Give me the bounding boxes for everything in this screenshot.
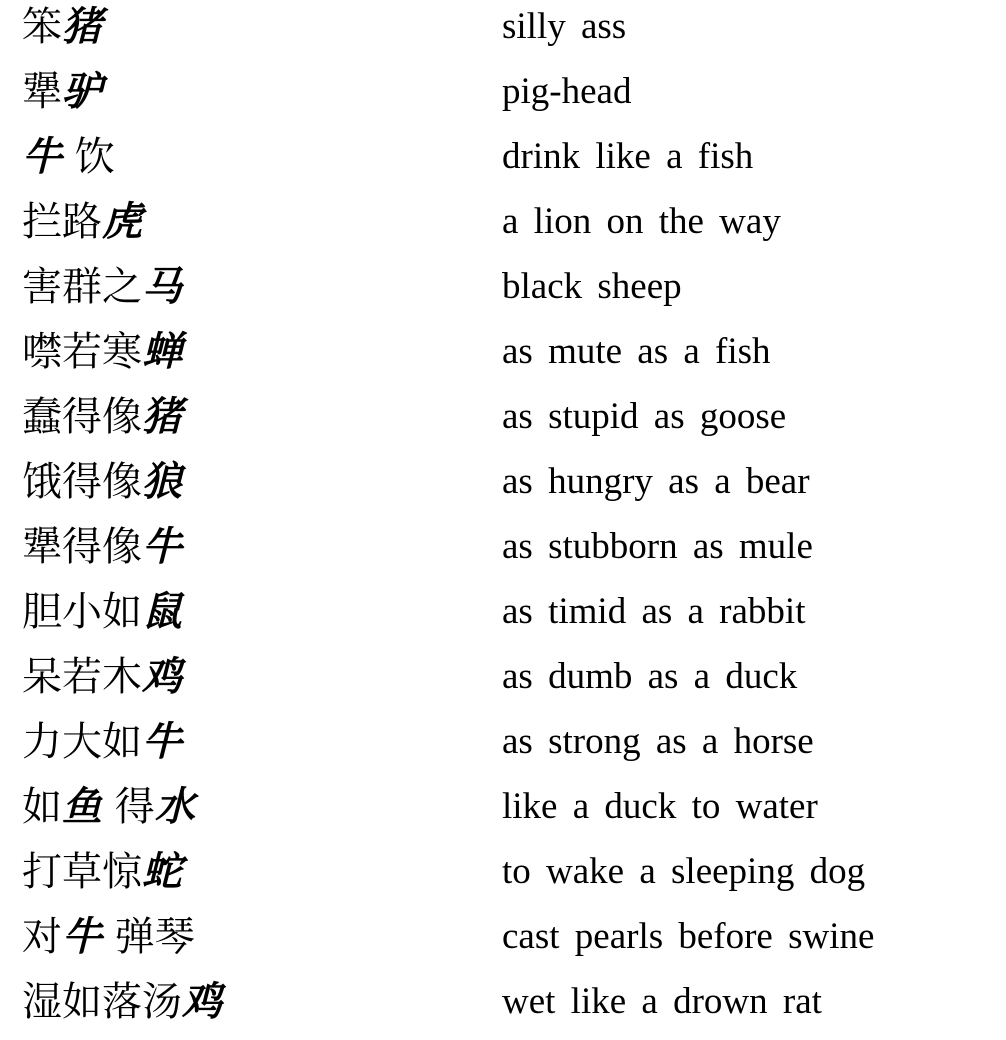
english-equivalent: wet like a drown rat xyxy=(502,981,822,1022)
english-equivalent: as stubborn as mule xyxy=(502,526,813,567)
english-equivalent: as timid as a rabbit xyxy=(502,591,806,632)
table-row xyxy=(0,585,1006,650)
english-equivalent: as strong as a horse xyxy=(502,721,814,762)
chinese-idiom xyxy=(22,522,182,572)
english-equivalent: as stupid as goose xyxy=(502,396,787,437)
idiom-text-segment: 打草惊 xyxy=(22,849,142,895)
idiom-text-segment: 笨 xyxy=(22,4,62,50)
chinese-idiom xyxy=(22,717,182,767)
table-row xyxy=(0,715,1006,780)
animal-character: 鼠 xyxy=(142,589,182,635)
english-equivalent: drink like a fish xyxy=(502,136,754,177)
chinese-idiom xyxy=(22,327,182,377)
table-row xyxy=(0,65,1006,130)
idiom-text-segment: 噤若寒 xyxy=(22,329,142,375)
chinese-idiom xyxy=(22,392,182,442)
english-equivalent: black sheep xyxy=(502,266,682,307)
idiom-text-segment: 胆小如 xyxy=(22,589,142,635)
idiom-text-segment: 害群之 xyxy=(22,264,142,310)
chinese-idiom xyxy=(22,847,182,897)
english-equivalent: as hungry as a bear xyxy=(502,461,810,502)
english-equivalent: a lion on the way xyxy=(502,201,781,242)
chinese-idiom xyxy=(22,132,115,182)
table-row xyxy=(0,845,1006,910)
animal-character: 驴 xyxy=(62,69,102,115)
animal-character: 鸡 xyxy=(142,654,182,700)
chinese-idiom xyxy=(22,197,142,247)
animal-character: 猪 xyxy=(142,394,182,440)
table-row xyxy=(0,260,1006,325)
table-row xyxy=(0,455,1006,520)
table-row xyxy=(0,390,1006,455)
idiom-text-segment: 拦路 xyxy=(22,199,102,245)
english-equivalent: to wake a sleeping dog xyxy=(502,851,866,892)
table-row xyxy=(0,975,1006,1040)
animal-character: 鸡 xyxy=(182,979,222,1025)
english-equivalent: cast pearls before swine xyxy=(502,916,875,957)
animal-character: 狼 xyxy=(142,459,182,505)
table-row xyxy=(0,910,1006,975)
table-row xyxy=(0,780,1006,845)
table-row xyxy=(0,195,1006,260)
chinese-idiom xyxy=(22,262,182,312)
animal-character: 鱼 xyxy=(62,784,102,830)
idiom-text-segment: 对 xyxy=(22,914,62,960)
animal-character: 马 xyxy=(142,264,182,310)
chinese-idiom xyxy=(22,587,182,637)
table-row xyxy=(0,0,1006,65)
chinese-idiom xyxy=(22,912,195,962)
table-row xyxy=(0,325,1006,390)
idiom-text-segment: 犟得像 xyxy=(22,524,142,570)
animal-character: 猪 xyxy=(62,4,102,50)
chinese-idiom xyxy=(22,67,102,117)
english-equivalent: as mute as a fish xyxy=(502,331,771,372)
animal-character: 牛 xyxy=(62,914,102,960)
idiom-text-segment: 湿如落汤 xyxy=(22,979,182,1025)
english-equivalent: as dumb as a duck xyxy=(502,656,798,697)
chinese-idiom xyxy=(22,2,102,52)
chinese-idiom xyxy=(22,457,182,507)
animal-character: 牛 xyxy=(142,524,182,570)
chinese-idiom xyxy=(22,977,222,1027)
idiom-text-segment: 呆若木 xyxy=(22,654,142,700)
idiom-text-segment: 弹琴 xyxy=(102,914,195,960)
animal-character: 蛇 xyxy=(142,849,182,895)
english-equivalent: pig-head xyxy=(502,71,632,112)
idiom-text-segment: 得 xyxy=(102,784,155,830)
idiom-text-segment: 如 xyxy=(22,784,62,830)
chinese-idiom xyxy=(22,652,182,702)
idiom-text-segment: 饮 xyxy=(62,134,115,180)
idiom-text-segment: 犟 xyxy=(22,69,62,115)
idiom-text-segment: 力大如 xyxy=(22,719,142,765)
animal-character: 水 xyxy=(154,784,195,830)
chinese-idiom xyxy=(22,782,195,832)
table-row xyxy=(0,650,1006,715)
table-row xyxy=(0,520,1006,585)
animal-character: 虎 xyxy=(102,199,142,245)
english-equivalent: like a duck to water xyxy=(502,786,818,827)
idiom-text-segment: 蠢得像 xyxy=(22,394,142,440)
animal-character: 蝉 xyxy=(142,329,182,375)
animal-character: 牛 xyxy=(22,134,62,180)
animal-character: 牛 xyxy=(142,719,182,765)
table-row xyxy=(0,130,1006,195)
idiom-text-segment: 饿得像 xyxy=(22,459,142,505)
english-equivalent: silly ass xyxy=(502,6,627,47)
